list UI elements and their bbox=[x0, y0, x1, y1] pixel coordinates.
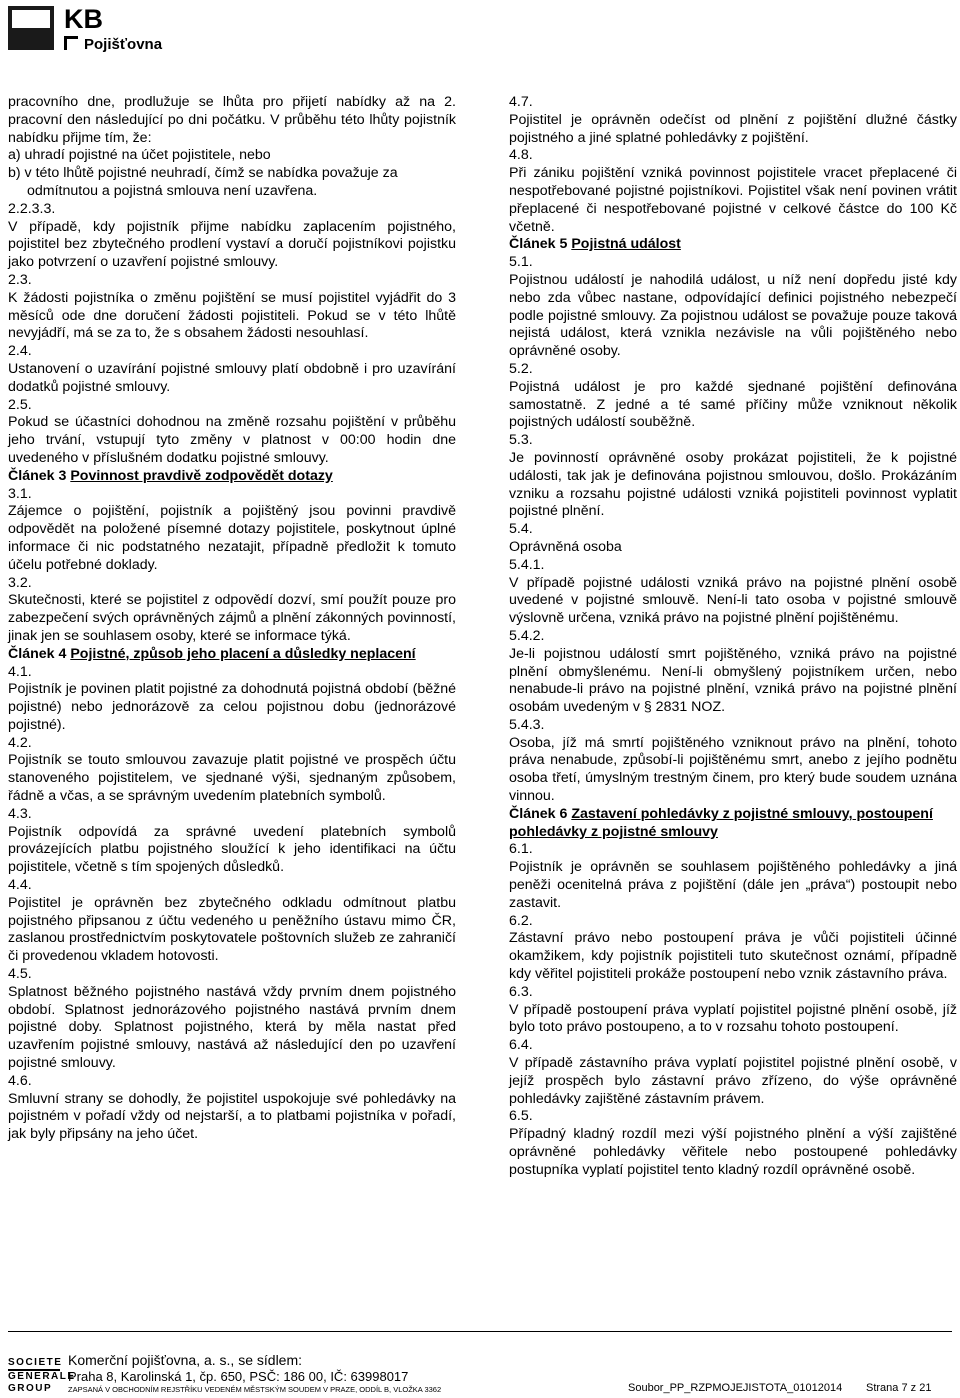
section-number: 6.3. bbox=[509, 983, 533, 1000]
section-number: 3.2. bbox=[8, 574, 32, 591]
section-number: 2.3. bbox=[8, 271, 32, 288]
sg-logo-line: SOCIETE bbox=[8, 1357, 63, 1368]
section-number: 5.4. bbox=[509, 521, 533, 538]
paragraph: Pojistník se touto smlouvou zavazuje platit pojistné ve prospěch účtu stanoveného pojistitelem, ve sjednané výši, sjednaným způsobem, řádně a včas, a se správným uvedením platebních symbolů. bbox=[8, 752, 456, 805]
article-heading bbox=[509, 236, 957, 254]
article-number: Článek 6 bbox=[509, 805, 572, 822]
section-number: 5.4.1. bbox=[509, 556, 545, 573]
section-number: 5.4.2. bbox=[509, 627, 545, 644]
article-heading bbox=[8, 468, 456, 486]
left-column bbox=[8, 94, 456, 1144]
paragraph: Splatnost běžného pojistného nastává vždy prvním dnem pojistného období. Splatnost jednorázového pojistného nastává prvním dnem pojistné doby. Splatnost pojistného, která by měla nastat před uzavřením pojistné smlouvy, nastává až následující den po uzavření pojistné smlouvy. bbox=[8, 983, 456, 1072]
paragraph: Pojistitel je oprávněn bez zbytečného odkladu odmítnout platbu pojistného připsanou z účtu vedeného u peněžního ústavu mimo ČR, zaslanou prostřednictvím poskytovatele poštovních služeb ze zahraničí či provedenou vkladem hotovosti. bbox=[8, 894, 456, 965]
section-number: 6.2. bbox=[509, 912, 533, 929]
societe-generale-logo bbox=[8, 1357, 76, 1394]
section-number: 5.1. bbox=[509, 254, 533, 271]
paragraph: Případný kladný rozdíl mezi výší pojistného plnění a výší zajištěné oprávněné pohledávky věřitele nebo postoupené pohledávky postupníka vyplatí pojistitel tento kladný rozdíl oprávněné osobě. bbox=[509, 1126, 957, 1178]
article-title: Pojistná událost bbox=[571, 236, 681, 253]
footer-divider bbox=[8, 1331, 952, 1332]
paragraph: Pojistník je oprávněn se souhlasem pojištěného pohledávky a jiná peněži ocenitelná práva z pojištění (dále jen „práva“) postoupit nebo zastavit. bbox=[509, 859, 957, 911]
paragraph: Pojistnou událostí je nahodilá událost, u níž není dopředu jisté kdy nebo zda vůbec nastane, odpovídající definici pojistného nebezpečí podle pojistné smlouvy. Za pojistnou událost se považuje pouze taková nejistá událost, která vznikla nezávisle na vůli pojištěného nebo oprávněné osoby. bbox=[509, 271, 957, 360]
paragraph: Pojistník odpovídá za správné uvedení platebních symbolů provázejících platbu pojistného sloužící k jeho identifikaci na účtu pojistitele, včetně s tím spojených důsledků. bbox=[8, 823, 456, 876]
section-number: 4.7. bbox=[509, 94, 533, 110]
sg-logo-line: GENERALE bbox=[8, 1371, 76, 1382]
footer-page-number: Strana 7 z 21 bbox=[866, 1382, 932, 1394]
article-title: Zastavení pohledávky z pojistné smlouvy, postoupení pohledávky z pojistné smlouvy bbox=[509, 805, 933, 840]
paragraph: pracovního dne, prodlužuje se lhůta pro přijetí nabídky až na 2. pracovní den následující po dni počátku. V průběhu této lhůty pojistník nabídku přijme tím, že: bbox=[8, 94, 456, 146]
footer-registry: ZAPSANÁ V OBCHODNÍM REJSTŘÍKU VEDENÉM MĚSTSKÝM SOUDEM V PRAZE, ODDÍL B, VLOŽKA 3362 bbox=[68, 1385, 442, 1394]
article-heading bbox=[8, 646, 456, 664]
article-number: Článek 4 bbox=[8, 645, 71, 662]
section-number: 4.1. bbox=[8, 663, 32, 680]
article-heading bbox=[509, 806, 957, 842]
logo-brand: KB bbox=[64, 6, 103, 34]
section-number: 2.2.3.3. bbox=[8, 200, 56, 217]
paragraph: Zájemce o pojištění, pojistník a pojištěný jsou povinni pravdivě odpovědět na položené písemné dotazy pojistitele, poskytnout úplné informace či nic podstatného nezatajit, případně předložit k tomuto účelu potřebné doklady. bbox=[8, 503, 456, 573]
section-number: 4.8. bbox=[509, 147, 533, 164]
paragraph: V případě postoupení práva vyplatí pojistitel pojistné plnění osobě, jíž bylo toto právo postoupeno, a to v rozsahu tohoto postoupení. bbox=[509, 1001, 957, 1036]
paragraph: Pojistná událost je pro každé sjednané pojištění definována samostatně. Z jedné a té samé příčiny může vzniknout několik pojistných událostí souběžně. bbox=[509, 378, 957, 431]
kb-pojistovna-logo bbox=[8, 6, 208, 52]
section-number: 4.4. bbox=[8, 877, 32, 894]
paragraph: Pokud se účastníci dohodnou na změně rozsahu pojištění v průběhu jeho trvání, vstupují tyto změny v platnost v 00:00 hodin dne uvedeného v příslušném dodatku pojistné smlouvy. bbox=[8, 414, 456, 466]
section-number: 2.4. bbox=[8, 343, 32, 360]
paragraph: Osoba, jíž má smrtí pojištěného vzniknout právo na plnění, tohoto práva nenabude, způsobí-li pojištěnému smrt, anebo z jejího podnětu osoba třetí, úmyslným trestným činem, pro který bude soudem uznána vinnou. bbox=[509, 734, 957, 805]
paragraph: Je-li pojistnou událostí smrt pojištěného, vzniká právo na pojistné plnění obmyšlenému. Není-li obmyšlený pojistníkem určen, nebo nenabude-li právo na pojistné plnění, vzniká právo na pojistné plnění osobám uvedeným v § 2831 NOZ. bbox=[509, 645, 957, 716]
section-number: 4.6. bbox=[8, 1072, 32, 1089]
section-number: 5.4.3. bbox=[509, 716, 545, 733]
section-number: 5.3. bbox=[509, 432, 533, 449]
footer-file-name: Soubor_PP_RZPMOJEJISTOTA_01012014 bbox=[628, 1382, 843, 1394]
kb-logo-graphic bbox=[8, 6, 208, 52]
section-number: 6.5. bbox=[509, 1108, 533, 1125]
paragraph: Oprávněná osoba bbox=[509, 538, 622, 555]
section-number: 3.1. bbox=[8, 485, 32, 502]
paragraph: V případě pojistné události vzniká právo na pojistné plnění osobě uvedené v pojistné smlouvě. Není-li tato osoba v pojistné smlouvě výslovně určena, vzniká právo na pojistné plnění pojištěnému. bbox=[509, 574, 957, 627]
article-number: Článek 3 bbox=[8, 467, 71, 484]
article-number: Článek 5 bbox=[509, 236, 572, 253]
section-number: 4.5. bbox=[8, 966, 32, 983]
list-item: b) v této lhůtě pojistné neuhradí, čímž se nabídka považuje za odmítnutou a pojistná smlouva není uzavřena. bbox=[8, 165, 398, 199]
section-number: 6.1. bbox=[509, 841, 533, 858]
paragraph: V případě, kdy pojistník přijme nabídku zaplacením pojistného, pojistitel bez zbytečného prodlení vystaví a doručí pojistníkovi pojistku jako potvrzení o uzavření pojistné smlouvy. bbox=[8, 218, 456, 271]
paragraph: Smluvní strany se dohodly, že pojistitel uspokojuje své pohledávky na pojistném v pořadí vždy od nejstarší, a to platbami pojistníka v pořadí, jak byly připsány na jeho účet. bbox=[8, 1090, 456, 1143]
paragraph: Je povinností oprávněné osoby prokázat pojistiteli, že k pojistné události, tak jak je definována pojistnou smlouvou, došlo. Prokázáním vzniku a rozsahu pojistné události vzniká pojistiteli povinnost vyplatit pojistné plnění. bbox=[509, 449, 957, 520]
paragraph: Pojistitel je oprávněn odečíst od plnění z pojištění dlužné částky pojistného a jiné splatné pohledávky z pojištění. bbox=[509, 111, 957, 146]
footer-company: Komerční pojišťovna, a. s., se sídlem: bbox=[68, 1352, 303, 1368]
section-number: 5.2. bbox=[509, 360, 533, 377]
sg-logo-line: GROUP bbox=[8, 1383, 53, 1394]
article-title: Povinnost pravdivě zodpovědět dotazy bbox=[70, 467, 333, 484]
paragraph: Ustanovení o uzavírání pojistné smlouvy platí obdobně i pro uzavírání dodatků pojistné smlouvy. bbox=[8, 360, 456, 395]
paragraph: Zástavní právo nebo postoupení práva je vůči pojistiteli účinné okamžikem, kdy pojistník pojistiteli tuto skutečnost oznámí, případně kdy věřitel pojistiteli prokáže postoupení nebo vznik zástavního práva. bbox=[509, 930, 957, 983]
section-number: 4.2. bbox=[8, 734, 32, 751]
paragraph: Skutečnosti, které se pojistitel z odpovědí dozví, smí použít pouze pro zabezpečení svých oprávněných zájmů a plnění zákonných povinností, jinak jen se souhlasem osoby, které se informace týká. bbox=[8, 592, 456, 644]
right-column bbox=[509, 94, 957, 1180]
paragraph: V případě zástavního práva vyplatí pojistitel pojistné plnění osobě, v jejíž prospěch bylo zástavní právo zřízeno, do výše oprávněné pohledávky zajištěné zástavním právem. bbox=[509, 1055, 957, 1107]
paragraph: K žádosti pojistníka o změnu pojištění se musí pojistitel vyjádřit do 3 měsíců ode dne doručení žádosti pojistiteli. Pokud se v této lhůtě nevyjádří, má se za to, že s obsahem žádosti nesouhlasí. bbox=[8, 289, 456, 342]
section-number: 4.3. bbox=[8, 805, 32, 822]
logo-name: Pojišťovna bbox=[84, 36, 163, 52]
list-item: a) uhradí pojistné na účet pojistitele, nebo bbox=[8, 147, 271, 164]
paragraph: Pojistník je povinen platit pojistné za dohodnutá pojistná období (běžné pojistné) nebo jednorázově za celou pojistnou dobu (jednorázové pojistné). bbox=[8, 681, 456, 733]
section-number: 6.4. bbox=[509, 1037, 533, 1054]
footer-address: Praha 8, Karolinská 1, čp. 650, PSČ: 186 00, IČ: 63998017 bbox=[68, 1369, 409, 1384]
section-number: 2.5. bbox=[8, 396, 32, 413]
paragraph: Při zániku pojištění vzniká povinnost pojistitele vracet přeplacené či nespotřebované pojistné pojistníkovi. Pojistitel však není povinen vrátit přeplacené či nespotřebované pojistné v celkové částce do 100 Kč včetně. bbox=[509, 165, 957, 235]
article-title: Pojistné, způsob jeho placení a důsledky neplacení bbox=[70, 645, 416, 662]
